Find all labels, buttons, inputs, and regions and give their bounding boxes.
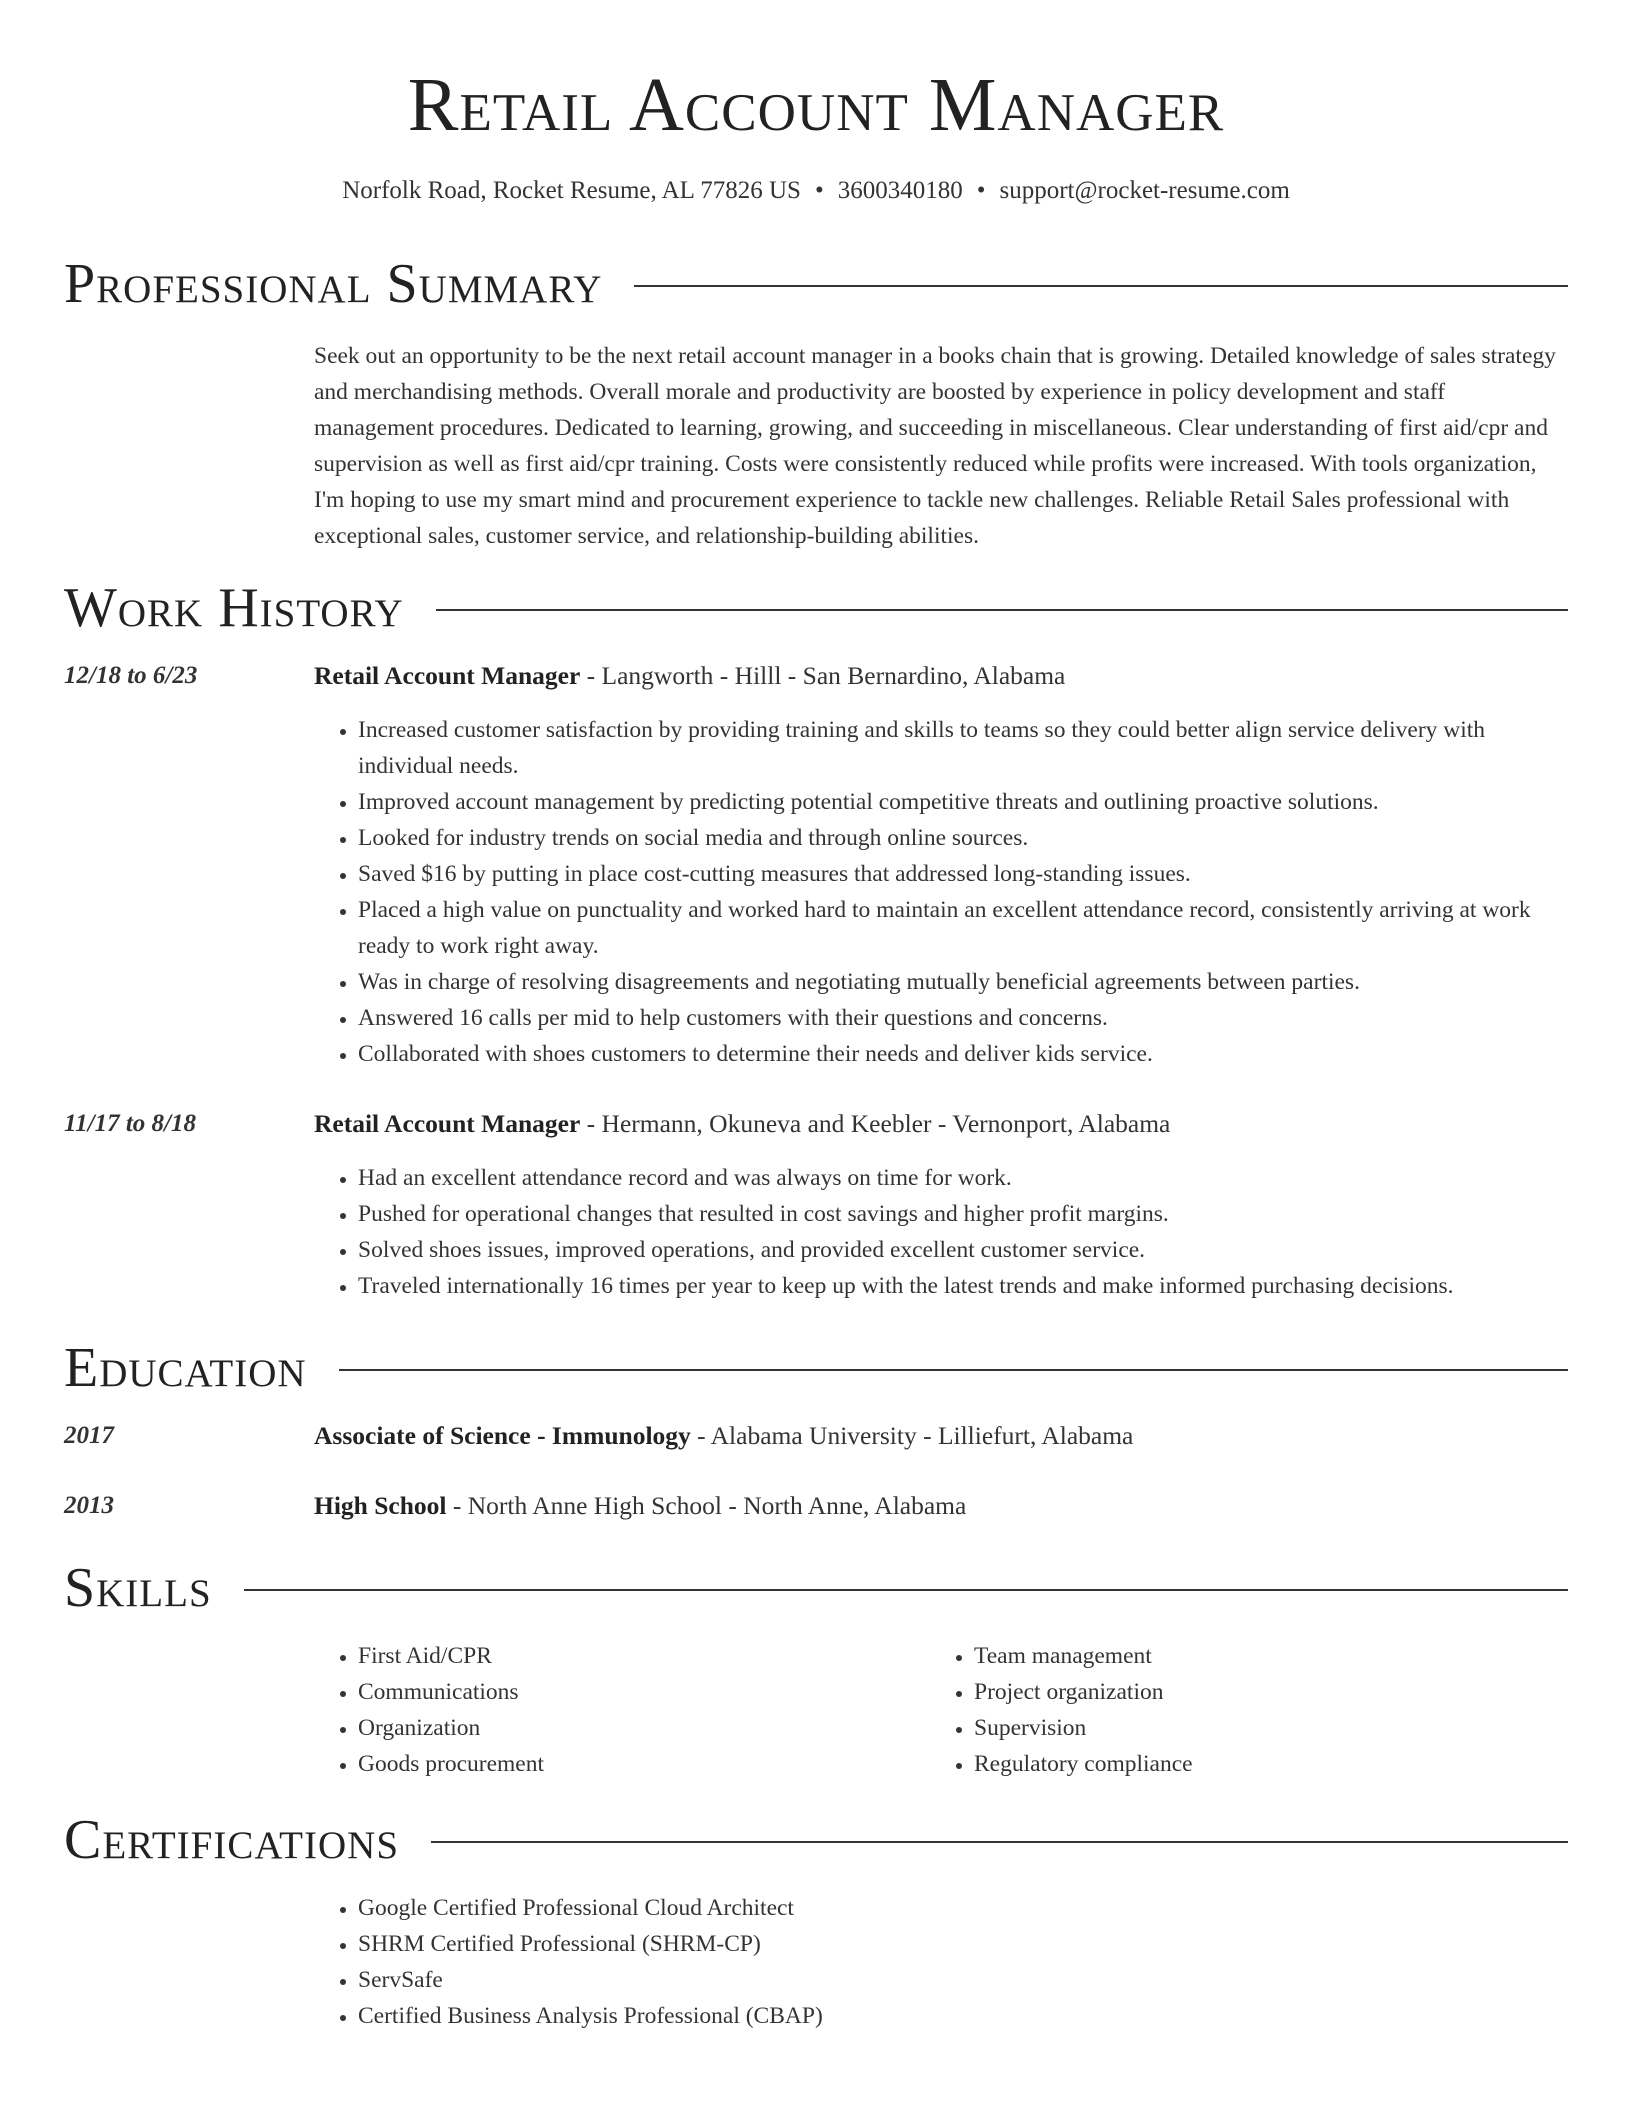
section-title: Skills [64, 1557, 212, 1619]
section-title: Education [64, 1337, 307, 1399]
list-item: • Had an excellent attendance record and was always on time for work. [358, 1160, 1568, 1196]
skill-item: • Communications [358, 1674, 930, 1710]
skill-item: • Goods procurement [358, 1746, 930, 1782]
list-item: • Answered 16 calls per mid to help customers with their questions and concerns. [358, 1000, 1568, 1036]
education-details: - North Anne High School - North Anne, Alabama [446, 1491, 967, 1520]
job-dates: 11/17 to 8/18 [64, 1110, 196, 1137]
section-title: Certifications [64, 1809, 400, 1871]
work-section-header [64, 576, 1568, 640]
certifications-section-header [64, 1808, 1568, 1872]
skills-list-right [930, 1638, 1546, 1782]
section-divider [431, 1841, 1568, 1843]
job-heading [314, 658, 1568, 694]
section-title: Work History [64, 577, 404, 639]
section-title: Professional Summary [64, 253, 603, 315]
address: Norfolk Road, Rocket Resume, AL 77826 US [342, 177, 801, 204]
list-item: • Collaborated with shoes customers to determine their needs and deliver kids service. [358, 1036, 1568, 1072]
list-item: • Improved account management by predicting potential competitive threats and outlining proactive solutions. [358, 784, 1568, 820]
education-degree: High School [314, 1491, 447, 1520]
section-divider [634, 285, 1568, 287]
certification-item: • Google Certified Professional Cloud Architect [358, 1890, 1568, 1926]
skill-item: • Regulatory compliance [974, 1746, 1546, 1782]
education-degree: Associate of Science - Immunology [314, 1421, 691, 1450]
list-item: • Increased customer satisfaction by providing training and skills to teams so they could better align service delivery with individual needs. [358, 712, 1568, 784]
summary-section-header [64, 252, 1568, 316]
phone: 3600340180 [837, 177, 963, 204]
job-details: - Langworth - Hilll - San Bernardino, Alabama [580, 661, 1066, 690]
section-divider [244, 1589, 1568, 1591]
skill-item: • First Aid/CPR [358, 1638, 930, 1674]
skill-item: • Team management [974, 1638, 1546, 1674]
education-heading [314, 1418, 1568, 1454]
job-bullets [314, 712, 1568, 1072]
list-item: • Traveled internationally 16 times per year to keep up with the latest trends and make informed purchasing decisions. [358, 1268, 1568, 1304]
job-role: Retail Account Manager [314, 1109, 581, 1138]
education-year: 2017 [64, 1422, 114, 1449]
resume-name: Retail Account Manager [407, 63, 1225, 147]
certification-item: • Certified Business Analysis Professional (CBAP) [358, 1998, 1568, 2034]
summary-text: Seek out an opportunity to be the next retail account manager in a books chain that is growing. Detailed knowledge of sales strategy and merchandising methods. Overall morale and productivity are boosted by experience in policy development and staff management procedures. Dedicated to learning, growing, and succeeding in miscellaneous. Clear understanding of first aid/cpr and supervision as well as first aid/cpr training. Costs were consistently reduced while profits were increased. With tools organization, I'm hoping to use my smart mind and procurement experience to tackle new challenges. Reliable Retail Sales professional with exceptional sales, customer service, and relationship-building abilities. [314, 343, 1556, 549]
email: support@rocket-resume.com [999, 177, 1290, 204]
list-item: • Looked for industry trends on social media and through online sources. [358, 820, 1568, 856]
job-details: - Hermann, Okuneva and Keebler - Vernonport, Alabama [580, 1109, 1171, 1138]
certification-item: • SHRM Certified Professional (SHRM-CP) [358, 1926, 1568, 1962]
job-role: Retail Account Manager [314, 661, 581, 690]
list-item: • Was in charge of resolving disagreements and negotiating mutually beneficial agreements between parties. [358, 964, 1568, 1000]
skills-list-left [314, 1638, 930, 1782]
contact-line [0, 174, 1632, 208]
skills-section-header [64, 1556, 1568, 1620]
skill-item: • Supervision [974, 1710, 1546, 1746]
list-item: • Saved $16 by putting in place cost-cutting measures that addressed long-standing issues. [358, 856, 1568, 892]
job-bullets [314, 1160, 1568, 1304]
list-item: • Placed a high value on punctuality and worked hard to maintain an excellent attendance record, consistently arriving at work ready to work right away. [358, 892, 1568, 964]
section-divider [339, 1369, 1568, 1371]
education-year: 2013 [64, 1492, 114, 1519]
job-heading [314, 1106, 1568, 1142]
job-dates: 12/18 to 6/23 [64, 662, 198, 689]
separator-dot: • [976, 177, 986, 204]
education-section-header [64, 1336, 1568, 1400]
skill-item: • Organization [358, 1710, 930, 1746]
certification-item: • ServSafe [358, 1962, 1568, 1998]
skill-item: • Project organization [974, 1674, 1546, 1710]
certifications-list [314, 1890, 1568, 2034]
separator-dot: • [814, 177, 824, 204]
section-divider [436, 609, 1568, 611]
list-item: • Pushed for operational changes that resulted in cost savings and higher profit margins. [358, 1196, 1568, 1232]
education-heading [314, 1488, 1568, 1524]
list-item: • Solved shoes issues, improved operations, and provided excellent customer service. [358, 1232, 1568, 1268]
education-details: - Alabama University - Lilliefurt, Alabama [690, 1421, 1134, 1450]
